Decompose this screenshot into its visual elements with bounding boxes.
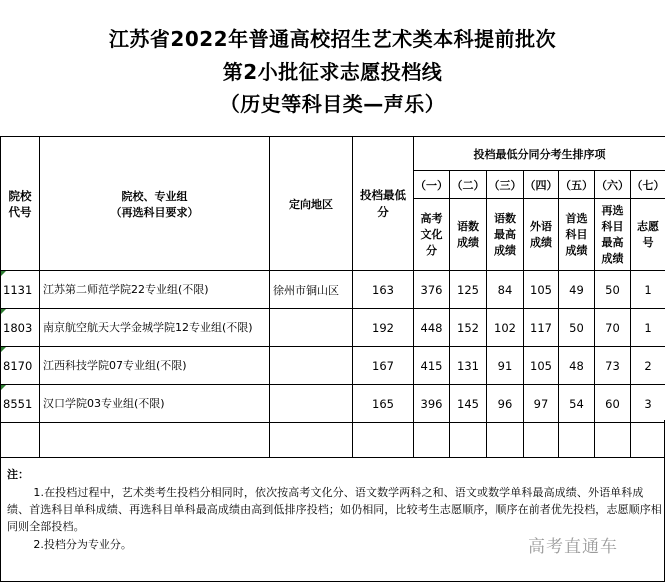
school-code-cell: 1803 [1,309,40,347]
rank2-cell: 131 [450,347,487,385]
rank6-cell: 70 [595,309,631,347]
region-cell [270,309,353,347]
rank1-cell: 396 [414,385,450,423]
rank7-cell: 2 [631,347,665,385]
rank2-cell: 145 [450,385,487,423]
rank4-cell: 105 [524,271,559,309]
rank-col-number: （五） [559,171,595,199]
min-score-cell: 163 [353,271,414,309]
cell-comment-marker [1,347,6,352]
rank-col-name: 语数成绩 [450,199,487,271]
rank5-cell: 50 [559,309,595,347]
cell-comment-marker [1,271,6,276]
rank3-cell: 91 [487,347,524,385]
school-code-cell: 8551 [1,385,40,423]
rank2-cell: 125 [450,271,487,309]
rank-col-name: 语数最高成绩 [487,199,524,271]
region-cell: 徐州市铜山区 [270,271,353,309]
min-score-cell: 165 [353,385,414,423]
table-row [1,309,665,347]
rank3-cell: 96 [487,385,524,423]
rank7-cell: 3 [631,385,665,423]
rank1-cell: 415 [414,347,450,385]
school-code-cell: 8170 [1,347,40,385]
cell-comment-marker [1,309,6,314]
rank7-cell: 1 [631,309,665,347]
rank6-cell: 60 [595,385,631,423]
header-target-region: 定向地区 [270,137,353,271]
header-school-group: 院校、专业组 （再选科目要求） [40,137,270,271]
rank-col-number: （七） [631,171,665,199]
note-item-2: 2.投档分为专业分。 [33,538,132,551]
rank6-cell: 73 [595,347,631,385]
note-item-1: 1.在投档过程中，艺术类考生投档分相同时，依次按高考文化分、语文数学两科之和、语文或数学单科最高成绩、外语单科成绩、首选科目单科成绩、再选科目单科最高成绩由高到低排序投档；如仍相同，比较考生志愿顺序，顺序在前者优先投档，志愿顺序相同则全部投档。 [7,486,662,533]
notes-section [0,420,665,582]
rank5-cell: 54 [559,385,595,423]
rank6-cell: 50 [595,271,631,309]
school-group-cell: 江西科技学院07专业组(不限) [40,347,270,385]
school-group-cell: 南京航空航天大学金城学院12专业组(不限) [40,309,270,347]
watermark-text: 高考直通车 [528,537,618,557]
region-cell [270,347,353,385]
rank-col-name: 再选科目最高成绩 [595,199,631,271]
region-cell [270,385,353,423]
table-row [1,271,665,309]
document-title-line-3: （历史等科目类—声乐） [219,92,446,116]
rank-col-number: （二） [450,171,487,199]
rank-col-number: （一） [414,171,450,199]
min-score-cell: 167 [353,347,414,385]
rank4-cell: 97 [524,385,559,423]
rank1-cell: 376 [414,271,450,309]
rank-col-number: （六） [595,171,631,199]
rank-col-number: （四） [524,171,559,199]
header-ranking-group: 投档最低分同分考生排序项 [414,137,665,171]
school-group-cell: 江苏第二师范学院22专业组(不限) [40,271,270,309]
table-row [1,347,665,385]
document-title-line-1: 江苏省2022年普通高校招生艺术类本科提前批次 [108,27,557,51]
school-code-cell: 1131 [1,271,40,309]
rank-col-name: 高考文化分 [414,199,450,271]
rank-col-name: 首选科目成绩 [559,199,595,271]
rank4-cell: 105 [524,347,559,385]
rank2-cell: 152 [450,309,487,347]
school-group-cell: 汉口学院03专业组(不限) [40,385,270,423]
cell-comment-marker [1,385,6,390]
min-score-cell: 192 [353,309,414,347]
rank3-cell: 102 [487,309,524,347]
rank4-cell: 117 [524,309,559,347]
rank-col-name: 外语成绩 [524,199,559,271]
notes-label: 注： [7,468,29,481]
rank-col-number: （三） [487,171,524,199]
header-min-score: 投档最低分 [353,137,414,271]
admission-score-table [0,136,665,458]
rank1-cell: 448 [414,309,450,347]
rank5-cell: 48 [559,347,595,385]
header-school-code: 院校代号 [1,137,40,271]
rank7-cell: 1 [631,271,665,309]
rank5-cell: 49 [559,271,595,309]
table-row [1,385,665,423]
rank-col-name: 志愿号 [631,199,665,271]
document-title-line-2: 第2小批征求志愿投档线 [222,60,443,84]
rank3-cell: 84 [487,271,524,309]
